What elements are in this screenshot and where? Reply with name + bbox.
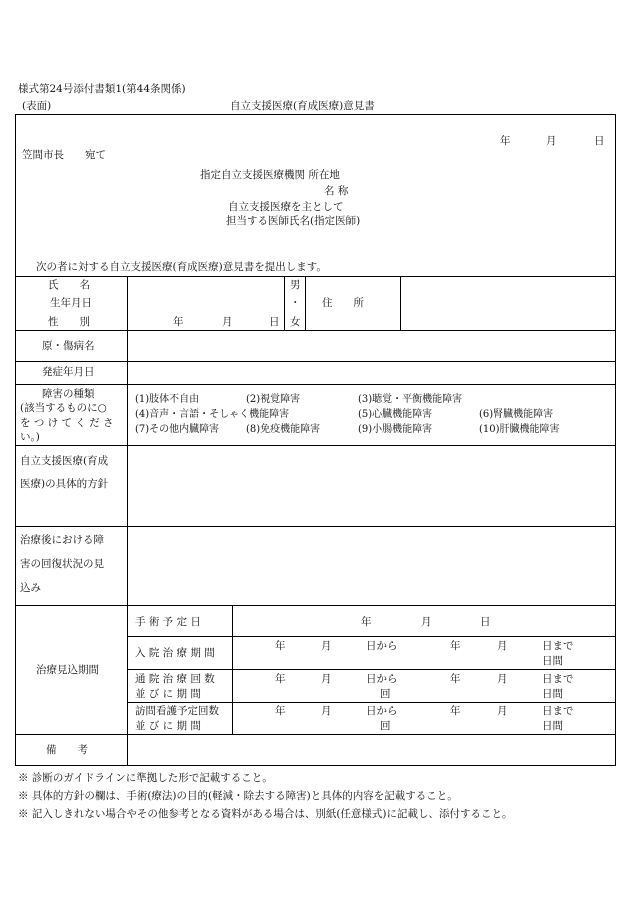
name-label: 氏 名 [48, 279, 90, 291]
nursing-days-unit: 日間 [542, 720, 563, 732]
note-item: ※ 具体的方針の欄は、手術(療法)の目的(軽減・除去する障害)と具体的内容を記載すること。 [18, 790, 458, 802]
onset-date-label: 発症年月日 [42, 366, 95, 378]
outpatient-label-l2: 並 び に 期 間 [135, 688, 201, 700]
note-item: ※ 診断のガイドラインに準拠した形で記載すること。 [18, 772, 273, 784]
disability-option: (6)腎臓機能障害 [479, 409, 554, 420]
nursing-start-year: 年 [275, 705, 286, 717]
side-label: (表面) [22, 100, 52, 112]
disability-option: (2)視覚障害 [246, 394, 301, 405]
remarks-label: 備 考 [46, 744, 88, 756]
birth-year-unit: 年 [173, 316, 184, 328]
document-title: 自立支援医療(育成医療)意見書 [230, 100, 375, 112]
nursing-start-month: 月 [321, 705, 332, 717]
policy-label-l2: 医療)の具体的方針 [20, 478, 109, 490]
disability-option: (1)肢体不自由 [135, 394, 200, 405]
disability-option: (4)音声・言語・そしゃく機能障害 [135, 409, 290, 420]
sex-label: 性 別 [48, 316, 90, 328]
date-month: 月 [546, 135, 557, 147]
outpatient-end-month: 月 [497, 673, 508, 685]
nursing-end-month: 月 [497, 705, 508, 717]
submission-statement: 次の者に対する自立支援医療(育成医療)意見書を提出します。 [36, 261, 327, 273]
institution-address-label: 指定自立支援医療機関 所在地 [200, 169, 340, 181]
disability-label-l3: を つ け て く だ さ [20, 417, 114, 429]
treatment-period-label: 治療見込期間 [36, 664, 99, 676]
inpatient-start-day: 日から [366, 640, 398, 652]
outpatient-end-day: 日まで [542, 673, 574, 685]
recovery-label-l3: 込み [20, 582, 41, 594]
outpatient-end-year: 年 [450, 673, 461, 685]
nursing-end-year: 年 [450, 705, 461, 717]
address-label: 住 所 [322, 297, 364, 309]
date-year: 年 [500, 135, 511, 147]
sex-separator: ・ [290, 297, 301, 309]
note-item: ※ 記入しきれない場合やその他参考となる資料がある場合は、別紙(任意様式)に記載し、添付すること。 [18, 808, 513, 820]
inpatient-end-month: 月 [497, 640, 508, 652]
disease-name-label: 原・傷病名 [42, 340, 95, 352]
sex-male-option: 男 [290, 279, 301, 291]
nursing-label-l2: 並 び に 期 間 [135, 720, 201, 732]
sex-female-option: 女 [290, 316, 301, 328]
surgery-month-unit: 月 [421, 616, 432, 628]
outpatient-start-month: 月 [321, 673, 332, 685]
disability-option: (9)小腸機能障害 [358, 424, 433, 435]
inpatient-days-unit: 日間 [542, 655, 563, 667]
birth-month-unit: 月 [222, 316, 233, 328]
recovery-label-l2: 害の回復状況の見 [20, 558, 104, 570]
disability-option: (5)心臓機能障害 [358, 409, 433, 420]
doctor-label-line2: 担当する医師氏名(指定医師) [226, 215, 361, 227]
disability-option: (10)肝臓機能障害 [479, 424, 560, 435]
inpatient-end-day: 日まで [542, 640, 574, 652]
nursing-label-l1: 訪問看護予定回数 [135, 705, 219, 717]
nursing-times-unit: 回 [380, 720, 391, 732]
inpatient-start-month: 月 [321, 640, 332, 652]
birth-day-unit: 日 [269, 316, 280, 328]
policy-label-l1: 自立支援医療(育成 [20, 455, 109, 467]
disability-option: (8)免疫機能障害 [246, 424, 321, 435]
disability-label-l2: (該当するものに○ [20, 402, 107, 414]
doctor-label-line1: 自立支援医療を主として [228, 201, 344, 213]
inpatient-end-year: 年 [450, 640, 461, 652]
outpatient-days-unit: 日間 [542, 688, 563, 700]
recovery-label-l1: 治療後における障 [20, 534, 104, 546]
birthdate-label: 生年月日 [50, 297, 92, 309]
inpatient-period-label: 入 院 治 療 期 間 [135, 647, 215, 659]
outpatient-start-day: 日から [366, 673, 398, 685]
date-day: 日 [594, 135, 605, 147]
addressee: 笠間市長 宛て [22, 149, 106, 161]
institution-name-label: 名 称 [324, 185, 349, 197]
outpatient-start-year: 年 [275, 673, 286, 685]
nursing-start-day: 日から [366, 705, 398, 717]
disability-option: (7)その他内臓障害 [135, 424, 220, 435]
form-number: 様式第24号添付書類1(第44条関係) [18, 83, 186, 95]
nursing-end-day: 日まで [542, 705, 574, 717]
surgery-day-unit: 日 [480, 616, 491, 628]
disability-label-l1: 障害の種類 [42, 388, 95, 400]
surgery-date-label: 手 術 予 定 日 [135, 616, 201, 628]
disability-label-l4: い。) [20, 431, 40, 443]
outpatient-times-unit: 回 [380, 688, 391, 700]
surgery-year-unit: 年 [361, 616, 372, 628]
disability-option: (3)聴覚・平衡機能障害 [358, 394, 463, 405]
inpatient-start-year: 年 [275, 640, 286, 652]
outpatient-label-l1: 通 院 治 療 回 数 [135, 673, 215, 685]
